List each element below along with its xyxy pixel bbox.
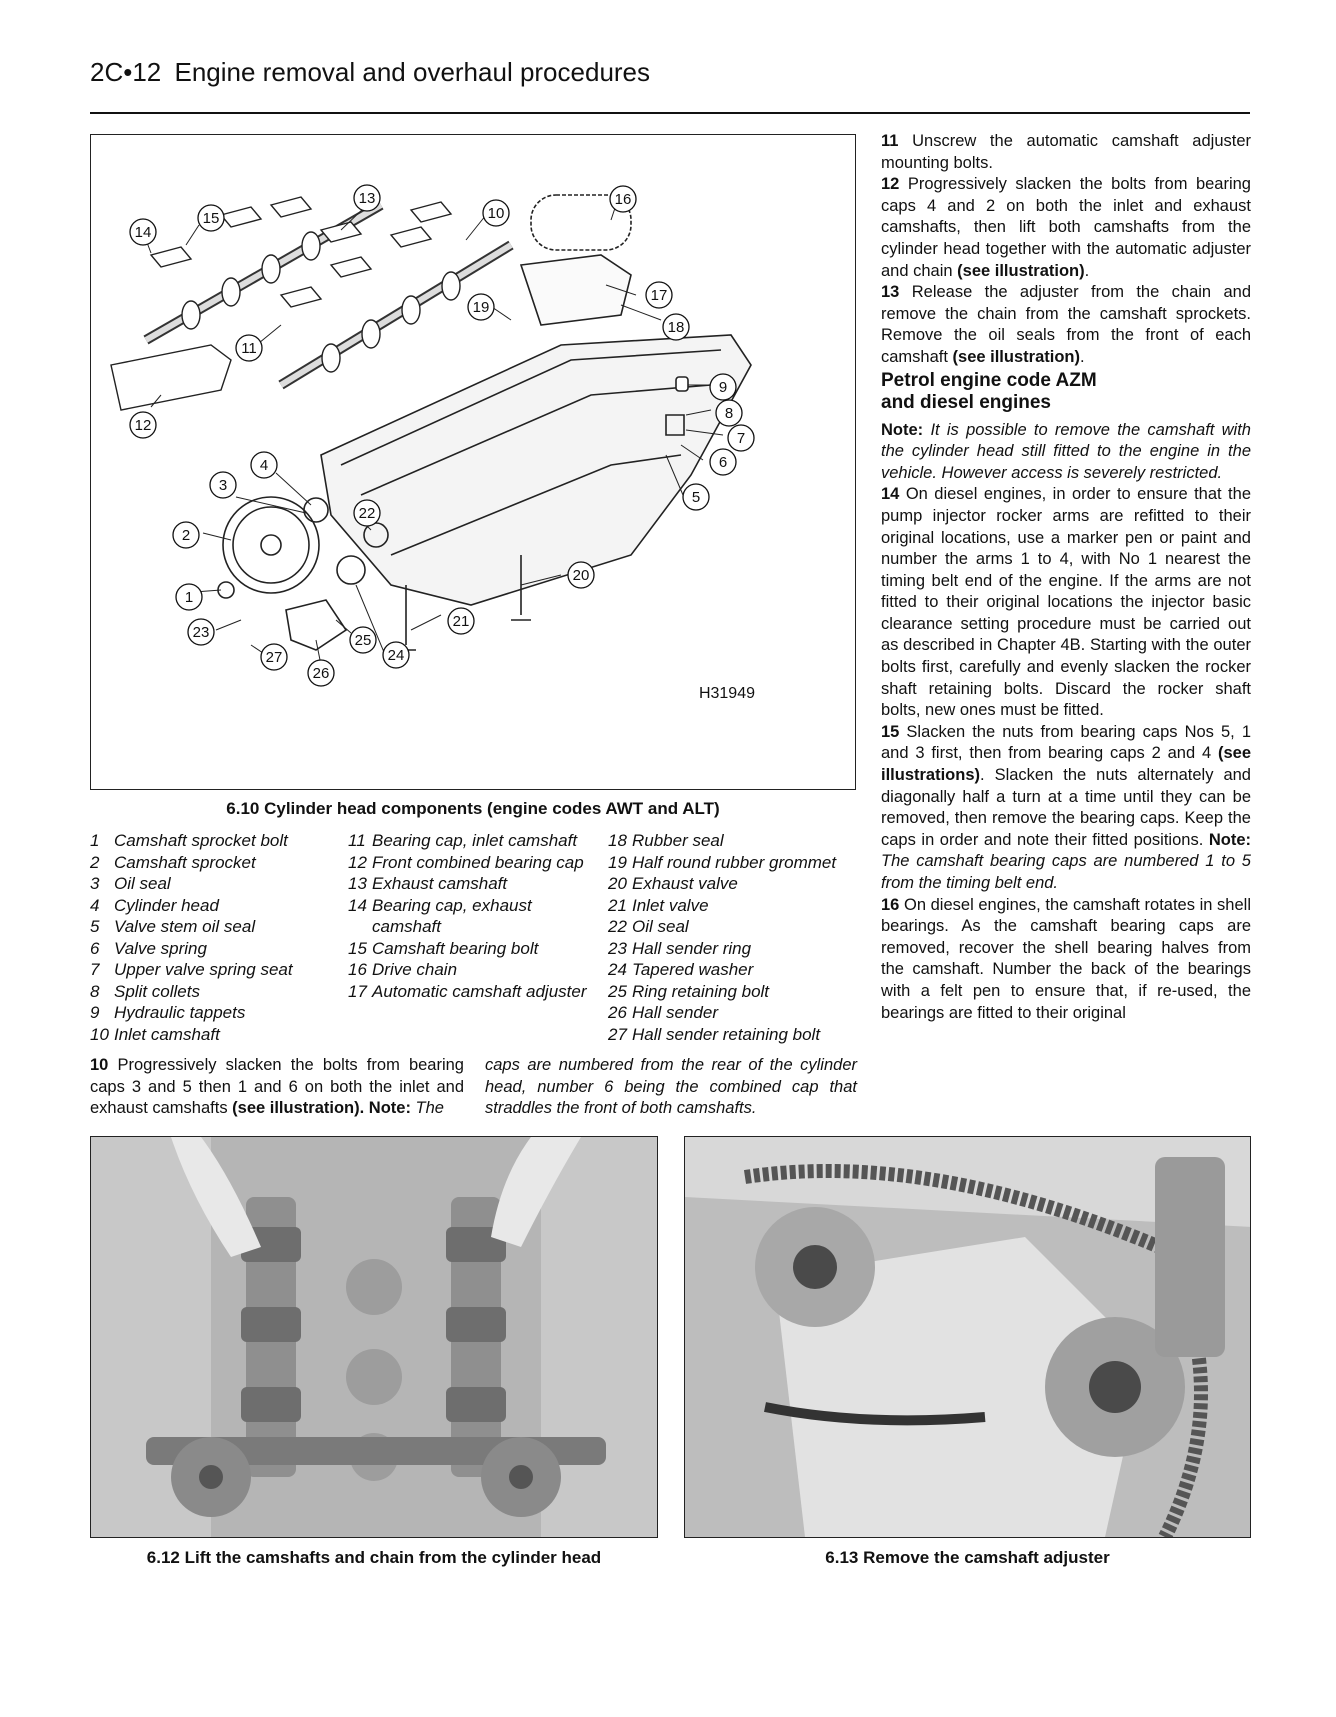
paragraph-10: 10 Progressively slacken the bolts from bearing caps 3 and 5 then 1 and 6 on both the inlet and exhaust camshafts (see illustration). Note: The (90, 1056, 464, 1117)
legend-item (608, 938, 863, 960)
callout-19 (468, 294, 494, 320)
legend-number: 12 (348, 852, 367, 872)
photo-camshafts-lift (91, 1137, 658, 1538)
legend-label: Automatic camshaft adjuster (372, 981, 587, 1001)
callout-4 (251, 452, 277, 478)
callout-8 (716, 400, 742, 426)
svg-text:24: 24 (387, 647, 405, 664)
callout-12 (130, 412, 156, 438)
legend-item (348, 873, 604, 895)
callout-27 (261, 644, 287, 670)
callout-15 (198, 205, 224, 231)
legend-item (90, 959, 345, 981)
right-text-column (881, 131, 1251, 1024)
legend-label: Ring retaining bolt (632, 981, 770, 1001)
svg-text:18: 18 (667, 319, 685, 336)
legend-number: 13 (348, 874, 367, 893)
legend-item (608, 830, 863, 852)
section-subheading: Petrol engine code AZM and diesel engines (881, 369, 1097, 413)
legend-item (90, 852, 345, 874)
photo-caption-6-12: 6.12 Lift the camshafts and chain from the cylinder head (146, 1548, 602, 1567)
header-rule (90, 112, 1250, 114)
legend-number: 5 (90, 917, 100, 936)
paragraph-16: 16 On diesel engines, the camshaft rotates in shell bearings. As the camshaft bearing caps are removed, recover the shell bearing halves from the camshaft. Number the back of the bearings with a felt pen to ensure that, if re-used, the bearings are fitted to their original (881, 895, 1251, 1022)
svg-text:23: 23 (192, 624, 210, 641)
svg-text:26: 26 (312, 665, 330, 682)
svg-text:10: 10 (487, 205, 505, 222)
svg-text:15: 15 (202, 210, 220, 227)
legend-label: Hall sender ring (632, 938, 752, 958)
legend-label: Hydraulic tappets (114, 1003, 246, 1022)
svg-text:17: 17 (650, 287, 668, 304)
legend-number: 20 (608, 874, 627, 893)
callout-10 (483, 200, 509, 226)
paragraph-15: 15 Slacken the nuts from bearing caps Nos 5, 1 and 3 first, then from bearing caps 2 and 4 (see illustrations). Slacken the nuts alternately and diagonally half a turn at a time until they can be removed, then remove the bearing caps. Keep the caps in order and note their fitted positions. Note: The camshaft bearing caps are numbered 1 to 5 from the timing belt end. (881, 722, 1251, 892)
legend-number: 27 (608, 1024, 627, 1044)
legend-item (90, 981, 345, 1003)
legend-number: 9 (90, 1003, 100, 1022)
svg-text:5: 5 (691, 489, 701, 506)
legend-item (348, 959, 604, 981)
legend-number: 25 (608, 981, 627, 1001)
callout-23 (188, 619, 214, 645)
callout-7 (728, 425, 754, 451)
legend-column-1 (90, 830, 345, 1045)
legend-number: 22 (608, 917, 627, 936)
legend-label: Inlet camshaft (114, 1024, 220, 1044)
chapter-title: Engine removal and overhaul procedures (174, 57, 651, 87)
photo-caption-6-13: 6.13 Remove the camshaft adjuster (825, 1548, 1110, 1567)
svg-text:21: 21 (452, 613, 470, 630)
callout-13 (354, 185, 380, 211)
svg-text:20: 20 (572, 567, 590, 584)
callout-20 (568, 562, 594, 588)
legend-number: 16 (348, 960, 367, 979)
photo-6-13 (684, 1136, 1251, 1538)
callout-17 (646, 282, 672, 308)
legend-item (608, 852, 863, 874)
legend-label: Valve spring (114, 938, 207, 958)
legend-number: 15 (348, 938, 367, 958)
legend-number: 19 (608, 852, 627, 872)
paragraph-12: 12 Progressively slacken the bolts from bearing caps 4 and 2 on both the inlet and exhaust camshafts, then lift both camshafts from the cylinder head together with the automatic adjuster and chain (see illustration). (881, 175, 1251, 280)
legend-label: Tapered washer (632, 960, 754, 979)
legend-item (348, 895, 604, 938)
svg-text:7: 7 (736, 430, 746, 447)
photo-6-12 (90, 1136, 658, 1538)
page-header (90, 56, 1250, 88)
photo-camshaft-adjuster (685, 1137, 1251, 1538)
callout-16 (610, 186, 636, 212)
callout-22 (354, 500, 380, 526)
legend-number: 10 (90, 1024, 109, 1044)
callout-11 (236, 335, 262, 361)
legend-item (608, 981, 863, 1003)
svg-text:6: 6 (718, 454, 728, 471)
legend-item (90, 938, 345, 960)
callout-24 (383, 642, 409, 668)
svg-text:1: 1 (184, 589, 194, 606)
legend-item (608, 959, 863, 981)
legend-column-3 (608, 830, 863, 1045)
legend-number: 23 (608, 938, 627, 958)
figure-cylinder-head-components (90, 134, 856, 790)
paragraph-10-continued: caps are numbered from the rear of the cylinder head, number 6 being the combined cap that straddles the front of both camshafts. (485, 1056, 857, 1117)
legend-item (90, 1024, 345, 1046)
legend-label: Split collets (114, 981, 200, 1001)
legend-item (608, 895, 863, 917)
callout-21 (448, 608, 474, 634)
svg-text:19: 19 (472, 299, 490, 316)
legend-label: Oil seal (114, 874, 171, 893)
legend-label: Exhaust valve (632, 874, 738, 893)
callout-26 (308, 660, 334, 686)
legend-number: 1 (90, 831, 100, 850)
legend-item (90, 830, 345, 852)
legend-label: Bearing cap, inlet camshaft (372, 831, 578, 850)
callout-6 (710, 449, 736, 475)
legend-item (348, 830, 604, 852)
legend-label: Bearing cap, exhaust camshaft (372, 895, 532, 936)
page-reference: 2C•12 (90, 57, 162, 87)
legend-item (608, 916, 863, 938)
legend-label: Exhaust camshaft (372, 874, 508, 893)
svg-text:9: 9 (718, 379, 728, 396)
paragraph-13: 13 Release the adjuster from the chain and remove the chain from the camshaft sprockets. Remove the oil seals from the front of each camshaft (see illustration). (881, 283, 1251, 366)
legend-label: Rubber seal (632, 831, 724, 850)
callout-2 (173, 522, 199, 548)
paragraph-11: 11 Unscrew the automatic camshaft adjuster mounting bolts. (881, 132, 1251, 172)
legend-label: Hall sender (632, 1003, 718, 1022)
svg-text:8: 8 (724, 405, 734, 422)
legend-label: Front combined bearing cap (372, 852, 584, 872)
callout-9 (710, 374, 736, 400)
svg-text:12: 12 (134, 417, 152, 434)
legend-item (90, 873, 345, 895)
legend-number: 6 (90, 938, 100, 958)
figure-code: H31949 (698, 685, 755, 702)
legend-column-2 (348, 830, 604, 1002)
legend-number: 14 (348, 895, 367, 915)
legend-item (90, 895, 345, 917)
legend-number: 4 (90, 895, 100, 915)
svg-text:27: 27 (265, 649, 283, 666)
callout-25 (350, 627, 376, 653)
legend-number: 24 (608, 960, 627, 979)
legend-label: Drive chain (372, 960, 458, 979)
svg-text:16: 16 (614, 191, 632, 208)
legend-number: 11 (348, 831, 366, 850)
legend-item (348, 981, 604, 1003)
legend-number: 26 (608, 1003, 627, 1022)
svg-text:11: 11 (241, 340, 257, 357)
legend-label: Cylinder head (114, 895, 219, 915)
svg-text:2: 2 (181, 527, 191, 544)
legend-label: Upper valve spring seat (114, 960, 293, 979)
legend-label: Half round rubber grommet (632, 852, 837, 872)
callout-1 (176, 584, 202, 610)
paragraph-14: 14 On diesel engines, in order to ensure that the pump injector rocker arms are refitted to their original locations, use a marker pen or paint and number the arms 1 to 4, with No 1 nearest the timing belt end of the engine. If the arms are not fitted to their original locations the injector basic clearance setting procedure must be carried out as described in Chapter 4B. Starting with the outer bolts first, carefully and evenly slacken the rocker shaft retaining bolts. Discard the rocker shaft bolts, new ones must be fitted. (881, 485, 1251, 720)
legend-item (90, 916, 345, 938)
legend-item (348, 852, 604, 874)
legend-label: Camshaft bearing bolt (372, 938, 539, 958)
legend-number: 7 (90, 960, 100, 979)
legend-label: Camshaft sprocket (114, 852, 256, 872)
figure-caption-6-10: 6.10 Cylinder head components (engine codes AWT and ALT) (226, 799, 720, 818)
callout-18 (663, 314, 689, 340)
paragraph-number: 10 (90, 1056, 109, 1074)
svg-text:22: 22 (358, 505, 376, 522)
legend-label: Oil seal (632, 917, 689, 936)
legend-number: 3 (90, 874, 100, 893)
legend-label: Hall sender retaining bolt (632, 1024, 821, 1044)
legend-item (608, 873, 863, 895)
svg-text:13: 13 (358, 190, 376, 207)
legend-label: Inlet valve (632, 895, 709, 915)
legend-label: Camshaft sprocket bolt (114, 831, 288, 850)
callout-3 (210, 472, 236, 498)
legend-number: 8 (90, 981, 100, 1001)
legend-item (608, 1024, 863, 1046)
svg-text:4: 4 (259, 457, 269, 474)
legend-number: 17 (348, 981, 367, 1001)
legend-label: Valve stem oil seal (114, 917, 256, 936)
svg-text:3: 3 (218, 477, 228, 494)
svg-text:25: 25 (354, 632, 372, 649)
callout-5 (683, 484, 709, 510)
legend-item (90, 1002, 345, 1024)
legend-item (608, 1002, 863, 1024)
legend-number: 21 (608, 895, 627, 915)
legend-number: 18 (608, 831, 627, 850)
svg-text:14: 14 (134, 224, 152, 241)
camshaft-adjuster-shape (521, 255, 631, 325)
legend-item (348, 938, 604, 960)
callout-14 (130, 219, 156, 245)
legend-number: 2 (90, 852, 100, 872)
note-paragraph: Note: It is possible to remove the camshaft with the cylinder head still fitted to the engine in the vehicle. However access is severely restricted. (881, 420, 1251, 482)
